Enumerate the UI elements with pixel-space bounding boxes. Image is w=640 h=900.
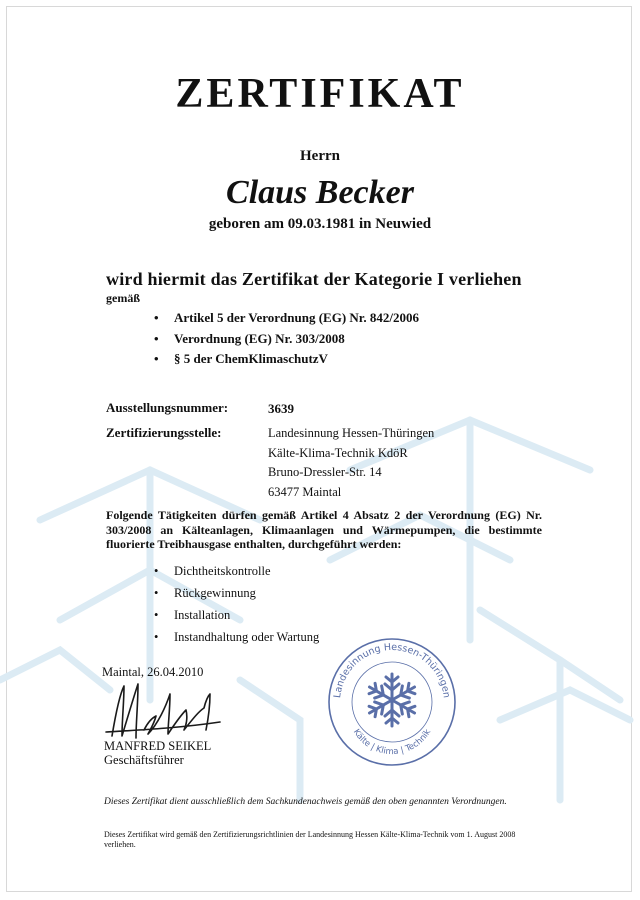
issue-number-label: Ausstellungsnummer: (106, 400, 229, 415)
issuer-address (268, 424, 434, 502)
bullet-icon: • (154, 630, 159, 644)
legal-basis-item: • Artikel 5 der Verordnung (EG) Nr. 842/2006 (154, 308, 419, 329)
bullet-icon: • (154, 564, 159, 578)
guild-seal-stamp (326, 636, 458, 768)
activities-paragraph: Folgende Tätigkeiten dürfen gemäß Artikel 4 Absatz 2 der Verordnung (EG) Nr. 303/2008 an Kälteanlagen, Klimaanlagen und Wärmepumpen, die bestimmte fluorierte Treibhausgase enthalten, durchgeführt werden: (106, 508, 542, 551)
issuer-line: Kälte-Klima-Technik KdöR (268, 445, 408, 460)
issuer-label: Zertifizierungsstelle: (106, 425, 222, 440)
activity-item: • Installation (154, 604, 319, 626)
recipient-name: Claus Becker (226, 174, 414, 211)
legal-basis-list (154, 308, 419, 370)
issuer-line: Bruno-Dressler-Str. 14 (268, 465, 382, 479)
activities-list (154, 560, 319, 648)
issuer-line: Landesinnung Hessen-Thüringen (268, 426, 435, 440)
bullet-icon: • (154, 310, 159, 325)
salutation: Herrn (300, 148, 340, 164)
place-date: Maintal, 26.04.2010 (102, 665, 204, 679)
certificate-title: ZERTIFIKAT (175, 71, 465, 117)
svg-text:Landesinnung Hessen-Thüringen: Landesinnung Hessen-Thüringen (332, 641, 452, 699)
bullet-icon: • (154, 608, 159, 622)
issuer-line: 63477 Maintal (268, 484, 342, 499)
snowflake-icon (366, 674, 418, 726)
legal-basis-label: gemäß (106, 291, 140, 305)
certificate-statement: wird hiermit das Zertifikat der Kategorie I verliehen (106, 269, 522, 289)
disclaimer-text: Dieses Zertifikat dient ausschließlich dem Sachkundenachweis gemäß den oben genannten Verordnungen. (104, 797, 507, 807)
legal-basis-item: • Verordnung (EG) Nr. 303/2008 (154, 329, 419, 350)
signer-block (104, 739, 211, 767)
activity-item: • Rückgewinnung (154, 582, 319, 604)
birth-info: geboren am 09.03.1981 in Neuwied (208, 216, 432, 232)
legal-basis-item: • § 5 der ChemKlimaschutzV (154, 349, 419, 370)
bullet-icon: • (154, 351, 159, 366)
bullet-icon: • (154, 330, 159, 346)
bullet-icon: • (154, 586, 159, 600)
signer-role: Geschäftsführer (104, 753, 184, 767)
signer-name: MANFRED SEIKEL (104, 739, 212, 753)
issue-number-value: 3639 (268, 401, 294, 416)
footer-note: Dieses Zertifikat wird gemäß den Zertifizierungsrichtlinien der Landesinnung Hessen Kälte-Klima-Technik vom 1. August 2008 verliehen. (104, 830, 516, 849)
activity-item: • Dichtheitskontrolle (154, 560, 319, 582)
svg-text:Kälte | Klima | Technik: Kälte | Klima | Technik (350, 727, 434, 758)
activity-item: • Instandhaltung oder Wartung (154, 626, 319, 648)
handwritten-signature (100, 672, 240, 744)
